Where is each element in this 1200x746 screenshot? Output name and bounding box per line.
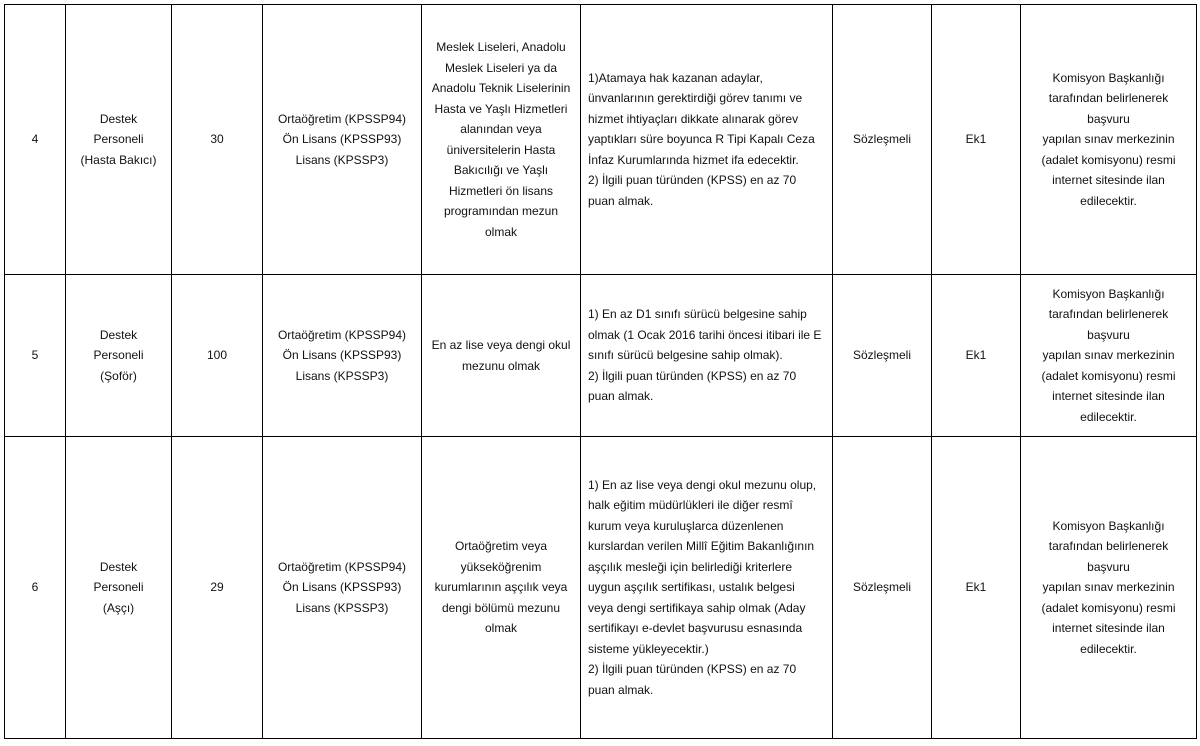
annex-value: Ek1	[965, 348, 987, 363]
annex-cell	[932, 5, 1021, 275]
exam-announcement-line: internet sitesinde ilan	[1052, 173, 1165, 188]
education-level-line: Lisans (KPSSP3)	[295, 368, 389, 383]
exam-announcement-line: edilecektir.	[1080, 641, 1137, 656]
graduation-department-line: Bakıcılığı ve Yaşlı	[453, 163, 549, 177]
education-level-line: Ortaöğretim (KPSSP94)	[277, 559, 407, 574]
graduation-department-line: mezunu olmak	[461, 358, 541, 373]
position-title-line: Personeli	[93, 348, 144, 363]
graduation-department-cell	[422, 275, 581, 437]
position-title-cell	[66, 437, 172, 739]
position-title-cell	[66, 275, 172, 437]
exam-announcement-line: (adalet komisyonu) resmi	[1041, 152, 1176, 167]
position-title-line: Destek	[99, 327, 138, 342]
education-level-line: Ön Lisans (KPSSP93)	[282, 580, 402, 595]
position-count-value: 29	[210, 580, 224, 595]
special-conditions-line: sınıfı sürücü belgesine sahip olmak).	[588, 348, 783, 363]
position-count-cell	[172, 437, 263, 739]
position-title-line: (Şoför)	[100, 368, 137, 383]
special-conditions-line: 1) En az D1 sınıfı sürücü belgesine sahip	[588, 307, 807, 322]
annex-value: Ek1	[965, 580, 987, 595]
exam-announcement-line: yapılan sınav merkezinin	[1042, 132, 1175, 147]
special-conditions-line: halk eğitim müdürlükleri ile diğer resmî	[588, 498, 793, 513]
exam-announcement-line: Komisyon Başkanlığı	[1052, 286, 1165, 301]
graduation-department-line: olmak	[484, 621, 517, 636]
education-level-line: Lisans (KPSSP3)	[295, 600, 389, 615]
row-number-value: 5	[31, 348, 39, 363]
graduation-department-line: yükseköğrenim	[460, 559, 542, 574]
education-level-line: Ön Lisans (KPSSP93)	[282, 348, 402, 363]
special-conditions-line: 1)Atamaya hak kazanan adaylar,	[588, 70, 763, 85]
graduation-department-line: Hizmetleri ön lisans	[448, 183, 554, 198]
special-conditions-cell	[581, 275, 833, 437]
position-title-line: (Hasta Bakıcı)	[80, 152, 157, 167]
table-row	[5, 5, 1197, 275]
exam-announcement-cell	[1021, 5, 1197, 275]
exam-announcement-cell	[1021, 275, 1197, 437]
education-level-cell	[263, 275, 422, 437]
position-title-cell	[66, 5, 172, 275]
exam-announcement-line: Komisyon Başkanlığı	[1052, 518, 1165, 533]
employment-status-cell	[833, 275, 932, 437]
position-count-cell	[172, 5, 263, 275]
annex-cell	[932, 437, 1021, 739]
exam-announcement-cell	[1021, 437, 1197, 739]
recruitment-table	[4, 4, 1197, 739]
special-conditions-line: İnfaz Kurumlarında hizmet ifa edecektir.	[588, 152, 799, 167]
row-number-cell	[5, 275, 66, 437]
exam-announcement-line: internet sitesinde ilan	[1052, 389, 1165, 404]
position-title-line: (Aşçı)	[102, 600, 135, 615]
exam-announcement-line: tarafından belirlenerek başvuru	[1048, 307, 1169, 342]
graduation-department-line: üniversitelerin Hasta	[446, 142, 556, 157]
graduation-department-line: programından mezun	[443, 204, 559, 218]
special-conditions-line: 2) İlgili puan türünden (KPSS) en az 70	[588, 368, 797, 383]
special-conditions-cell	[581, 5, 833, 275]
graduation-department-line: dengi bölümü mezunu	[441, 600, 561, 615]
education-level-line: Ortaöğretim (KPSSP94)	[277, 111, 407, 126]
special-conditions-line: puan almak.	[588, 682, 654, 697]
employment-status-value: Sözleşmeli	[852, 132, 912, 147]
graduation-department-line: kurumlarının aşçılık veya	[434, 580, 568, 595]
special-conditions-cell	[581, 437, 833, 739]
special-conditions-line: aşçılık mesleği için belirlediği kriterlere	[588, 559, 793, 574]
exam-announcement-line: (adalet komisyonu) resmi	[1041, 600, 1176, 615]
graduation-department-line: Meslek Liseleri, Anadolu	[436, 40, 566, 54]
special-conditions-line: olmak (1 Ocak 2016 tarihi öncesi itibari ile E	[588, 327, 822, 342]
graduation-department-line: Meslek Liseleri ya da	[444, 60, 558, 75]
exam-announcement-line: edilecektir.	[1080, 409, 1137, 424]
exam-announcement-line: Komisyon Başkanlığı	[1052, 70, 1165, 85]
graduation-department-line: olmak	[484, 224, 517, 239]
special-conditions-line: sertifikayı e-devlet başvurusu esnasında	[588, 621, 803, 636]
graduation-department-cell	[422, 5, 581, 275]
special-conditions-line: 1) En az lise veya dengi okul mezunu olup,	[588, 477, 817, 492]
graduation-department-cell	[422, 437, 581, 739]
table-row	[5, 437, 1197, 739]
exam-announcement-line: yapılan sınav merkezinin	[1042, 580, 1175, 595]
special-conditions-line: 2) İlgili puan türünden (KPSS) en az 70	[588, 173, 797, 188]
employment-status-value: Sözleşmeli	[852, 580, 912, 595]
special-conditions-line: hizmet ihtiyaçları dikkate alınarak görev	[588, 111, 799, 126]
position-title-line: Destek	[99, 559, 138, 574]
special-conditions-line: kurum veya kuruluşlarca düzenlenen	[588, 518, 784, 533]
employment-status-cell	[833, 437, 932, 739]
position-title-line: Personeli	[93, 132, 144, 147]
exam-announcement-line: edilecektir.	[1080, 193, 1137, 208]
special-conditions-line: 2) İlgili puan türünden (KPSS) en az 70	[588, 662, 797, 677]
graduation-department-line: Ortaöğretim veya	[454, 539, 548, 554]
row-number-value: 6	[31, 580, 39, 595]
annex-cell	[932, 275, 1021, 437]
exam-announcement-line: (adalet komisyonu) resmi	[1041, 368, 1176, 383]
row-number-cell	[5, 437, 66, 739]
exam-announcement-line: yapılan sınav merkezinin	[1042, 348, 1175, 363]
education-level-line: Ortaöğretim (KPSSP94)	[277, 327, 407, 342]
position-count-cell	[172, 275, 263, 437]
graduation-department-line: Hasta ve Yaşlı Hizmetleri	[434, 101, 568, 116]
graduation-department-line: alanından veya	[460, 122, 542, 136]
special-conditions-line: veya dengi sertifikaya sahip olmak (Aday	[588, 600, 806, 615]
position-count-value: 100	[206, 348, 228, 363]
row-number-value: 4	[31, 132, 39, 147]
employment-status-cell	[833, 5, 932, 275]
education-level-cell	[263, 5, 422, 275]
special-conditions-line: puan almak.	[588, 389, 654, 404]
position-title-line: Destek	[99, 111, 138, 126]
special-conditions-line: ünvanlarının gerektirdiği görev tanımı ve	[588, 91, 803, 106]
special-conditions-line: puan almak.	[588, 193, 654, 208]
education-level-line: Ön Lisans (KPSSP93)	[282, 132, 402, 147]
exam-announcement-line: tarafından belirlenerek başvuru	[1048, 539, 1169, 574]
table-row	[5, 275, 1197, 437]
special-conditions-line: sisteme yükleyecektir.)	[588, 641, 709, 656]
special-conditions-line: uygun aşçılık sertifikası, ustalık belgesi	[588, 580, 795, 595]
row-number-cell	[5, 5, 66, 275]
special-conditions-line: yaptıkları süre boyunca R Tipi Kapalı Ceza	[588, 132, 815, 147]
position-title-line: Personeli	[93, 580, 144, 595]
employment-status-value: Sözleşmeli	[852, 348, 912, 363]
exam-announcement-line: tarafından belirlenerek başvuru	[1048, 91, 1169, 126]
position-count-value: 30	[210, 132, 224, 147]
annex-value: Ek1	[965, 132, 987, 147]
education-level-line: Lisans (KPSSP3)	[295, 152, 389, 167]
special-conditions-line: kurslardan verilen Millî Eğitim Bakanlığının	[588, 539, 815, 554]
education-level-cell	[263, 437, 422, 739]
graduation-department-line: Anadolu Teknik Liselerinin	[431, 81, 571, 95]
graduation-department-line: En az lise veya dengi okul	[431, 338, 571, 352]
exam-announcement-line: internet sitesinde ilan	[1052, 621, 1165, 636]
